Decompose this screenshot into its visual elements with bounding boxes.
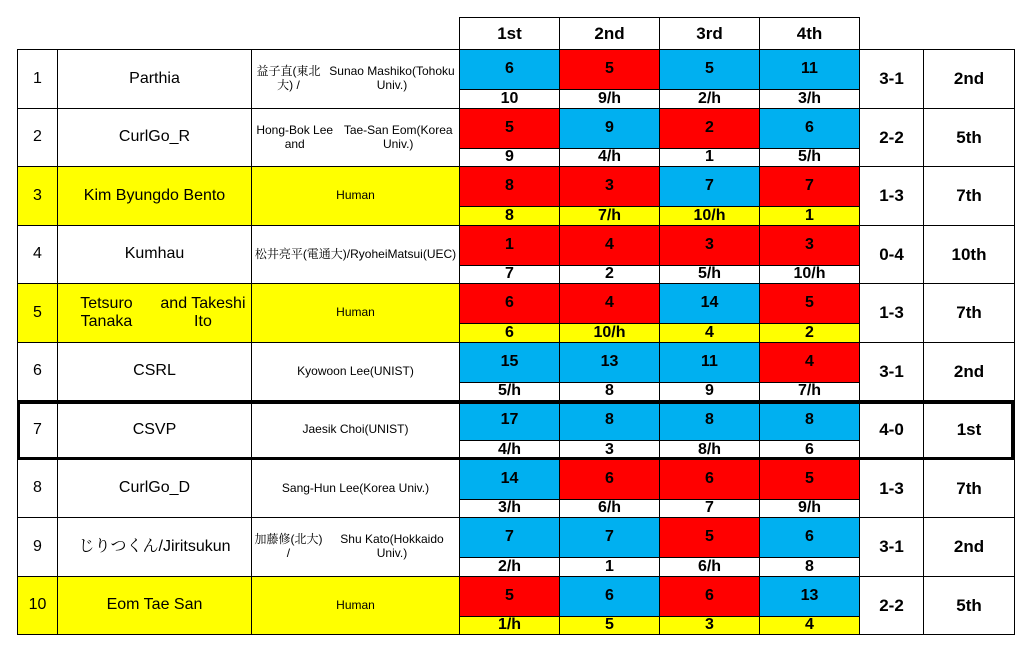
game-opponent: 5/h (459, 382, 560, 401)
final-rank: 1st (923, 400, 1015, 460)
game-opponent: 8 (759, 557, 860, 577)
game-score: 3 (759, 225, 860, 266)
game-opponent: 7 (459, 265, 560, 284)
game-score: 6 (559, 576, 660, 617)
game-opponent: 9/h (759, 499, 860, 518)
game-score: 4 (559, 283, 660, 324)
game-score: 4 (559, 225, 660, 266)
game-opponent: 1 (559, 557, 660, 577)
team-name (57, 283, 252, 343)
author-name (251, 459, 460, 518)
game-score: 7 (759, 166, 860, 207)
text-line: Human (336, 597, 375, 612)
game-score: 5 (459, 108, 560, 149)
game-score: 4 (759, 342, 860, 383)
text-line: Kyowoon Lee(UNIST) (297, 363, 414, 378)
game-score: 5 (759, 283, 860, 324)
game-score: 5 (759, 459, 860, 500)
game-opponent: 2/h (459, 557, 560, 577)
final-rank: 2nd (923, 517, 1015, 577)
text-line: じりつくん/ (78, 537, 163, 555)
game-opponent: 3/h (459, 499, 560, 518)
win-loss-record: 1-3 (859, 166, 924, 226)
game-score: 3 (559, 166, 660, 207)
game-score: 8 (659, 400, 760, 441)
game-opponent: 8 (459, 206, 560, 226)
game-opponent: 2/h (659, 89, 760, 109)
row-number: 6 (17, 342, 58, 401)
win-loss-record: 2-2 (859, 576, 924, 635)
game-opponent: 8/h (659, 440, 760, 460)
game-opponent: 9 (659, 382, 760, 401)
text-line: Sunao Mashiko(Tohoku Univ.) (329, 64, 455, 92)
game-opponent: 10 (459, 89, 560, 109)
game-score: 6 (459, 49, 560, 90)
team-name (57, 166, 252, 226)
game-score: 7 (659, 166, 760, 207)
row-number: 9 (17, 517, 58, 577)
game-opponent: 9/h (559, 89, 660, 109)
row-number: 3 (17, 166, 58, 226)
game-score: 15 (459, 342, 560, 383)
win-loss-record: 1-3 (859, 283, 924, 343)
win-loss-record: 3-1 (859, 342, 924, 401)
team-name (57, 49, 252, 109)
team-name (57, 576, 252, 635)
author-name (251, 283, 460, 343)
game-score: 6 (659, 459, 760, 500)
final-rank: 2nd (923, 49, 1015, 109)
game-opponent: 3/h (759, 89, 860, 109)
text-line: 加藤修(北大) / (254, 532, 323, 560)
text-line: Hong-Bok Lee and (256, 122, 334, 151)
game-opponent: 4 (659, 323, 760, 343)
final-rank: 7th (923, 459, 1015, 518)
game-opponent: 2 (559, 265, 660, 284)
game-opponent: 1/h (459, 616, 560, 635)
text-line: CurlGo_R (118, 128, 191, 146)
author-name (251, 49, 460, 109)
final-rank: 5th (923, 576, 1015, 635)
text-line: Eom Tae San (106, 596, 203, 614)
final-rank: 10th (923, 225, 1015, 284)
round-header-4: 4th (759, 17, 860, 50)
author-name (251, 517, 460, 577)
text-line: Matsui(UEC) (387, 246, 457, 261)
text-line: 松井亮平(電通大)/Ryohei (254, 246, 388, 261)
game-score: 11 (659, 342, 760, 383)
text-line: Tetsuro Tanaka (80, 294, 133, 330)
author-name (251, 166, 460, 226)
win-loss-record: 4-0 (859, 400, 924, 460)
row-number: 2 (17, 108, 58, 167)
game-opponent: 3 (559, 440, 660, 460)
game-opponent: 4/h (559, 148, 660, 167)
game-opponent: 10/h (559, 323, 660, 343)
game-opponent: 7/h (559, 206, 660, 226)
text-line: Jaesik Choi(UNIST) (302, 422, 409, 437)
game-score: 6 (659, 576, 760, 617)
game-opponent: 8 (559, 382, 660, 401)
game-score: 17 (459, 400, 560, 441)
win-loss-record: 0-4 (859, 225, 924, 284)
team-name (57, 400, 252, 460)
game-opponent: 6 (759, 440, 860, 460)
game-opponent: 5 (559, 616, 660, 635)
row-number: 4 (17, 225, 58, 284)
game-score: 8 (459, 166, 560, 207)
final-rank: 7th (923, 166, 1015, 226)
author-name (251, 342, 460, 401)
game-opponent: 6 (459, 323, 560, 343)
author-name (251, 225, 460, 284)
game-score: 1 (459, 225, 560, 266)
game-opponent: 7/h (759, 382, 860, 401)
game-score: 6 (759, 108, 860, 149)
team-name (57, 225, 252, 284)
author-name (251, 400, 460, 460)
game-opponent: 10/h (659, 206, 760, 226)
game-opponent: 9 (459, 148, 560, 167)
game-score: 6 (459, 283, 560, 324)
text-line: Kumhau (124, 245, 185, 263)
win-loss-record: 2-2 (859, 108, 924, 167)
round-header-3: 3rd (659, 17, 760, 50)
win-loss-record: 3-1 (859, 517, 924, 577)
game-score: 5 (459, 576, 560, 617)
game-score: 11 (759, 49, 860, 90)
text-line: and Takeshi Ito (160, 294, 246, 330)
game-score: 13 (559, 342, 660, 383)
row-number: 8 (17, 459, 58, 518)
text-line: 益子直(東北大) / (256, 64, 321, 92)
text-line: Tae-San Eom(Korea Univ.) (343, 122, 453, 151)
game-score: 7 (559, 517, 660, 558)
game-score: 2 (659, 108, 760, 149)
game-score: 9 (559, 108, 660, 149)
game-opponent: 4 (759, 616, 860, 635)
text-line: Shu Kato(Hokkaido Univ.) (340, 532, 444, 560)
game-opponent: 5/h (759, 148, 860, 167)
game-opponent: 1 (759, 206, 860, 226)
author-name (251, 576, 460, 635)
game-score: 5 (659, 49, 760, 90)
game-score: 14 (659, 283, 760, 324)
round-header-1: 1st (459, 17, 560, 50)
game-score: 14 (459, 459, 560, 500)
team-name (57, 459, 252, 518)
game-score: 13 (759, 576, 860, 617)
text-line: Kim Byungdo Bento (83, 186, 226, 204)
win-loss-record: 1-3 (859, 459, 924, 518)
final-rank: 2nd (923, 342, 1015, 401)
row-number: 1 (17, 49, 58, 109)
team-name (57, 517, 252, 577)
game-opponent: 3 (659, 616, 760, 635)
game-score: 8 (759, 400, 860, 441)
row-number: 7 (17, 400, 58, 460)
game-opponent: 6/h (659, 557, 760, 577)
text-line: Human (336, 305, 375, 320)
final-rank: 5th (923, 108, 1015, 167)
team-name (57, 108, 252, 167)
text-line: CSRL (133, 362, 176, 380)
row-number: 5 (17, 283, 58, 343)
game-score: 5 (659, 517, 760, 558)
game-opponent: 7 (659, 499, 760, 518)
text-line: CurlGo_D (118, 479, 191, 497)
author-name (251, 108, 460, 167)
final-rank: 7th (923, 283, 1015, 343)
round-header-2: 2nd (559, 17, 660, 50)
game-opponent: 4/h (459, 440, 560, 460)
game-score: 6 (759, 517, 860, 558)
game-score: 5 (559, 49, 660, 90)
game-opponent: 5/h (659, 265, 760, 284)
game-score: 6 (559, 459, 660, 500)
text-line: CSVP (132, 420, 177, 438)
game-opponent: 2 (759, 323, 860, 343)
text-line: Sang-Hun Lee(Korea Univ.) (281, 480, 430, 495)
game-score: 8 (559, 400, 660, 441)
game-score: 3 (659, 225, 760, 266)
win-loss-record: 3-1 (859, 49, 924, 109)
game-opponent: 10/h (759, 265, 860, 284)
text-line: Jiritsukun (162, 537, 231, 555)
game-score: 7 (459, 517, 560, 558)
game-opponent: 1 (659, 148, 760, 167)
row-number: 10 (17, 576, 58, 635)
game-opponent: 6/h (559, 499, 660, 518)
text-line: Human (336, 188, 375, 203)
team-name (57, 342, 252, 401)
text-line: Parthia (129, 69, 180, 87)
